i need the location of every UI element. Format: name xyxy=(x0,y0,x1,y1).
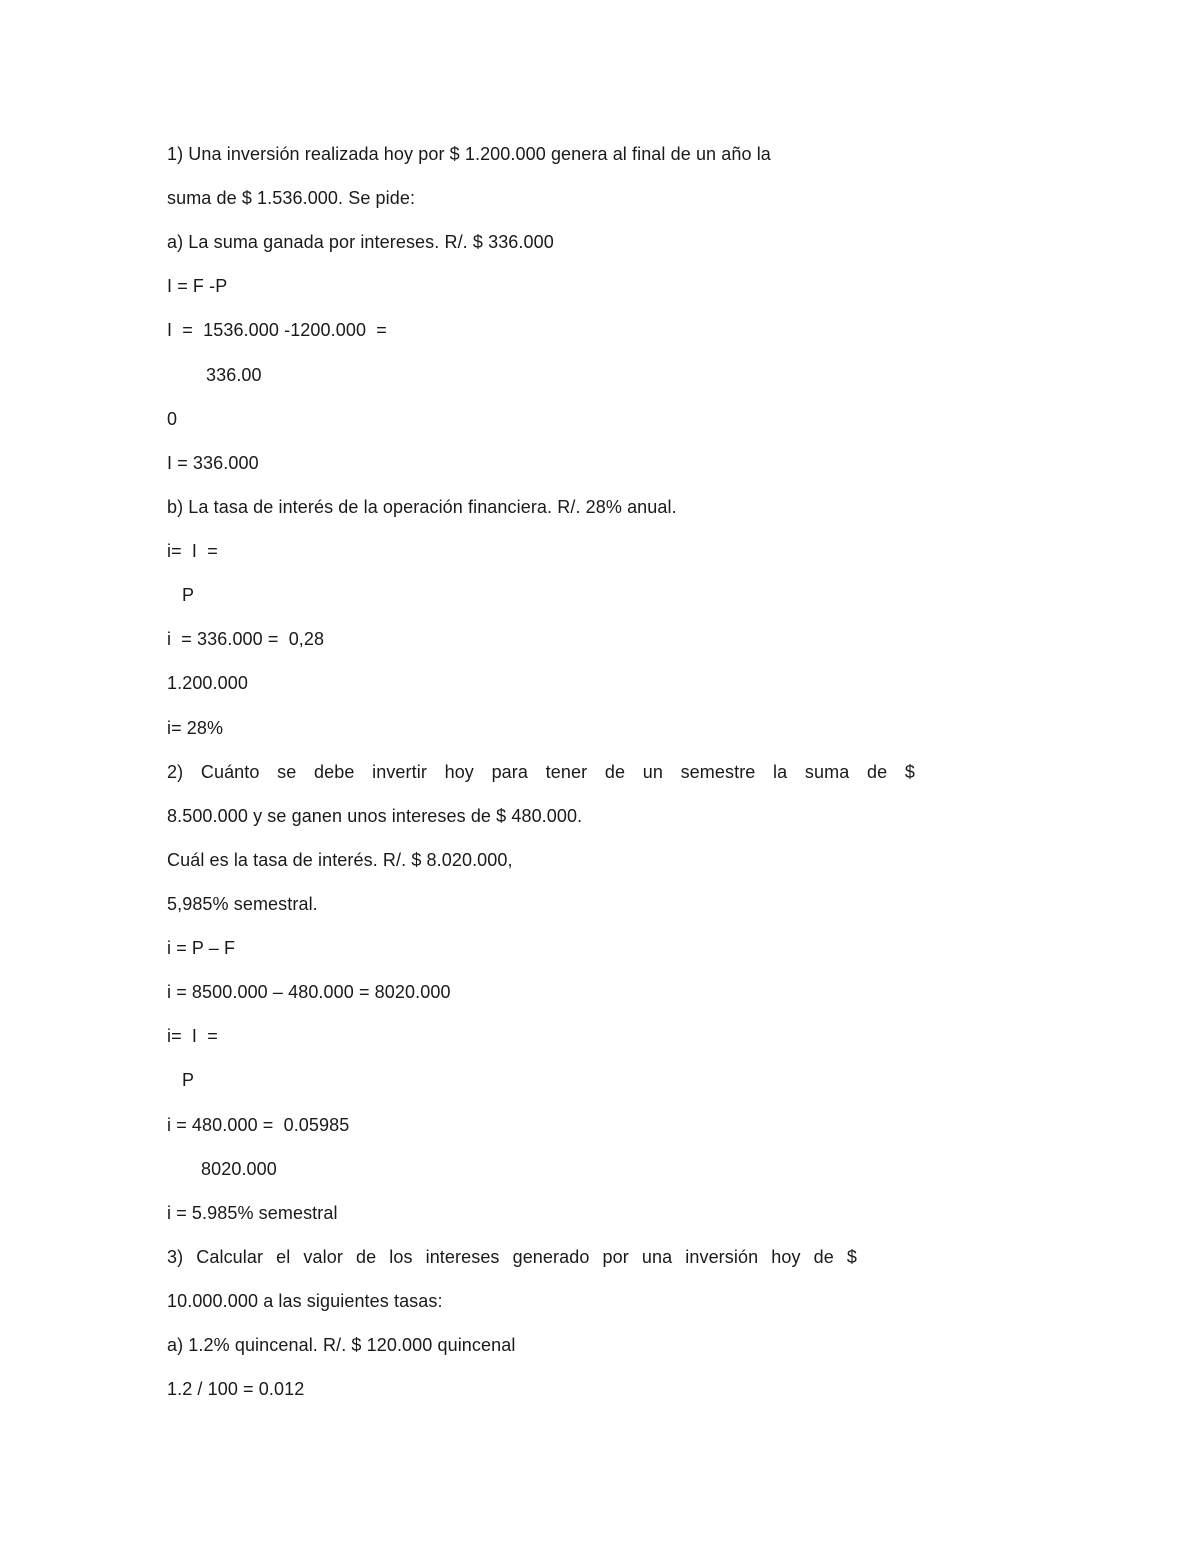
calculation-denominator: 8020.000 xyxy=(201,1159,277,1179)
calculation-line: i = 336.000 = 0,28 xyxy=(167,629,325,649)
problem-2-question: Cuál es la tasa de interés. R/. $ 8.020.000, xyxy=(167,850,513,870)
calculation-result-cont: 0 xyxy=(167,409,178,429)
formula-line: i = P – F xyxy=(167,938,236,958)
problem-2-statement-cont: 8.500.000 y se ganen unos intereses de $ 480.000. xyxy=(167,806,583,826)
formula-line: I = F -P xyxy=(167,276,228,296)
calculation-line: 1.2 / 100 = 0.012 xyxy=(167,1379,305,1399)
calculation-line: I = 1536.000 -1200.000 = xyxy=(167,320,387,340)
calculation-denominator: 1.200.000 xyxy=(167,673,248,693)
formula-denominator: P xyxy=(182,1070,195,1090)
problem-3-statement: 3) Calcular el valor de los intereses generado por una inversión hoy de $ xyxy=(167,1247,857,1267)
calculation-line: i = 8500.000 – 480.000 = 8020.000 xyxy=(167,982,451,1002)
problem-1-statement: 1) Una inversión realizada hoy por $ 1.200.000 genera al final de un año la xyxy=(167,144,771,164)
problem-1-statement-cont: suma de $ 1.536.000. Se pide: xyxy=(167,188,416,208)
result-line: i = 5.985% semestral xyxy=(167,1203,338,1223)
formula-line: i= I = xyxy=(167,541,218,561)
result-line: I = 336.000 xyxy=(167,453,259,473)
calculation-line: i = 480.000 = 0.05985 xyxy=(167,1115,350,1135)
problem-1a-question: a) La suma ganada por intereses. R/. $ 336.000 xyxy=(167,232,554,252)
formula-denominator: P xyxy=(182,585,195,605)
problem-3a-question: a) 1.2% quincenal. R/. $ 120.000 quincenal xyxy=(167,1335,516,1355)
calculation-result-line: 336.00 xyxy=(206,365,262,385)
problem-3-statement-cont: 10.000.000 a las siguientes tasas: xyxy=(167,1291,443,1311)
problem-2-statement: 2) Cuánto se debe invertir hoy para tener de un semestre la suma de $ xyxy=(167,762,915,782)
result-line: i= 28% xyxy=(167,718,224,738)
problem-2-question-cont: 5,985% semestral. xyxy=(167,894,318,914)
problem-1b-question: b) La tasa de interés de la operación financiera. R/. 28% anual. xyxy=(167,497,677,517)
formula-line: i= I = xyxy=(167,1026,218,1046)
